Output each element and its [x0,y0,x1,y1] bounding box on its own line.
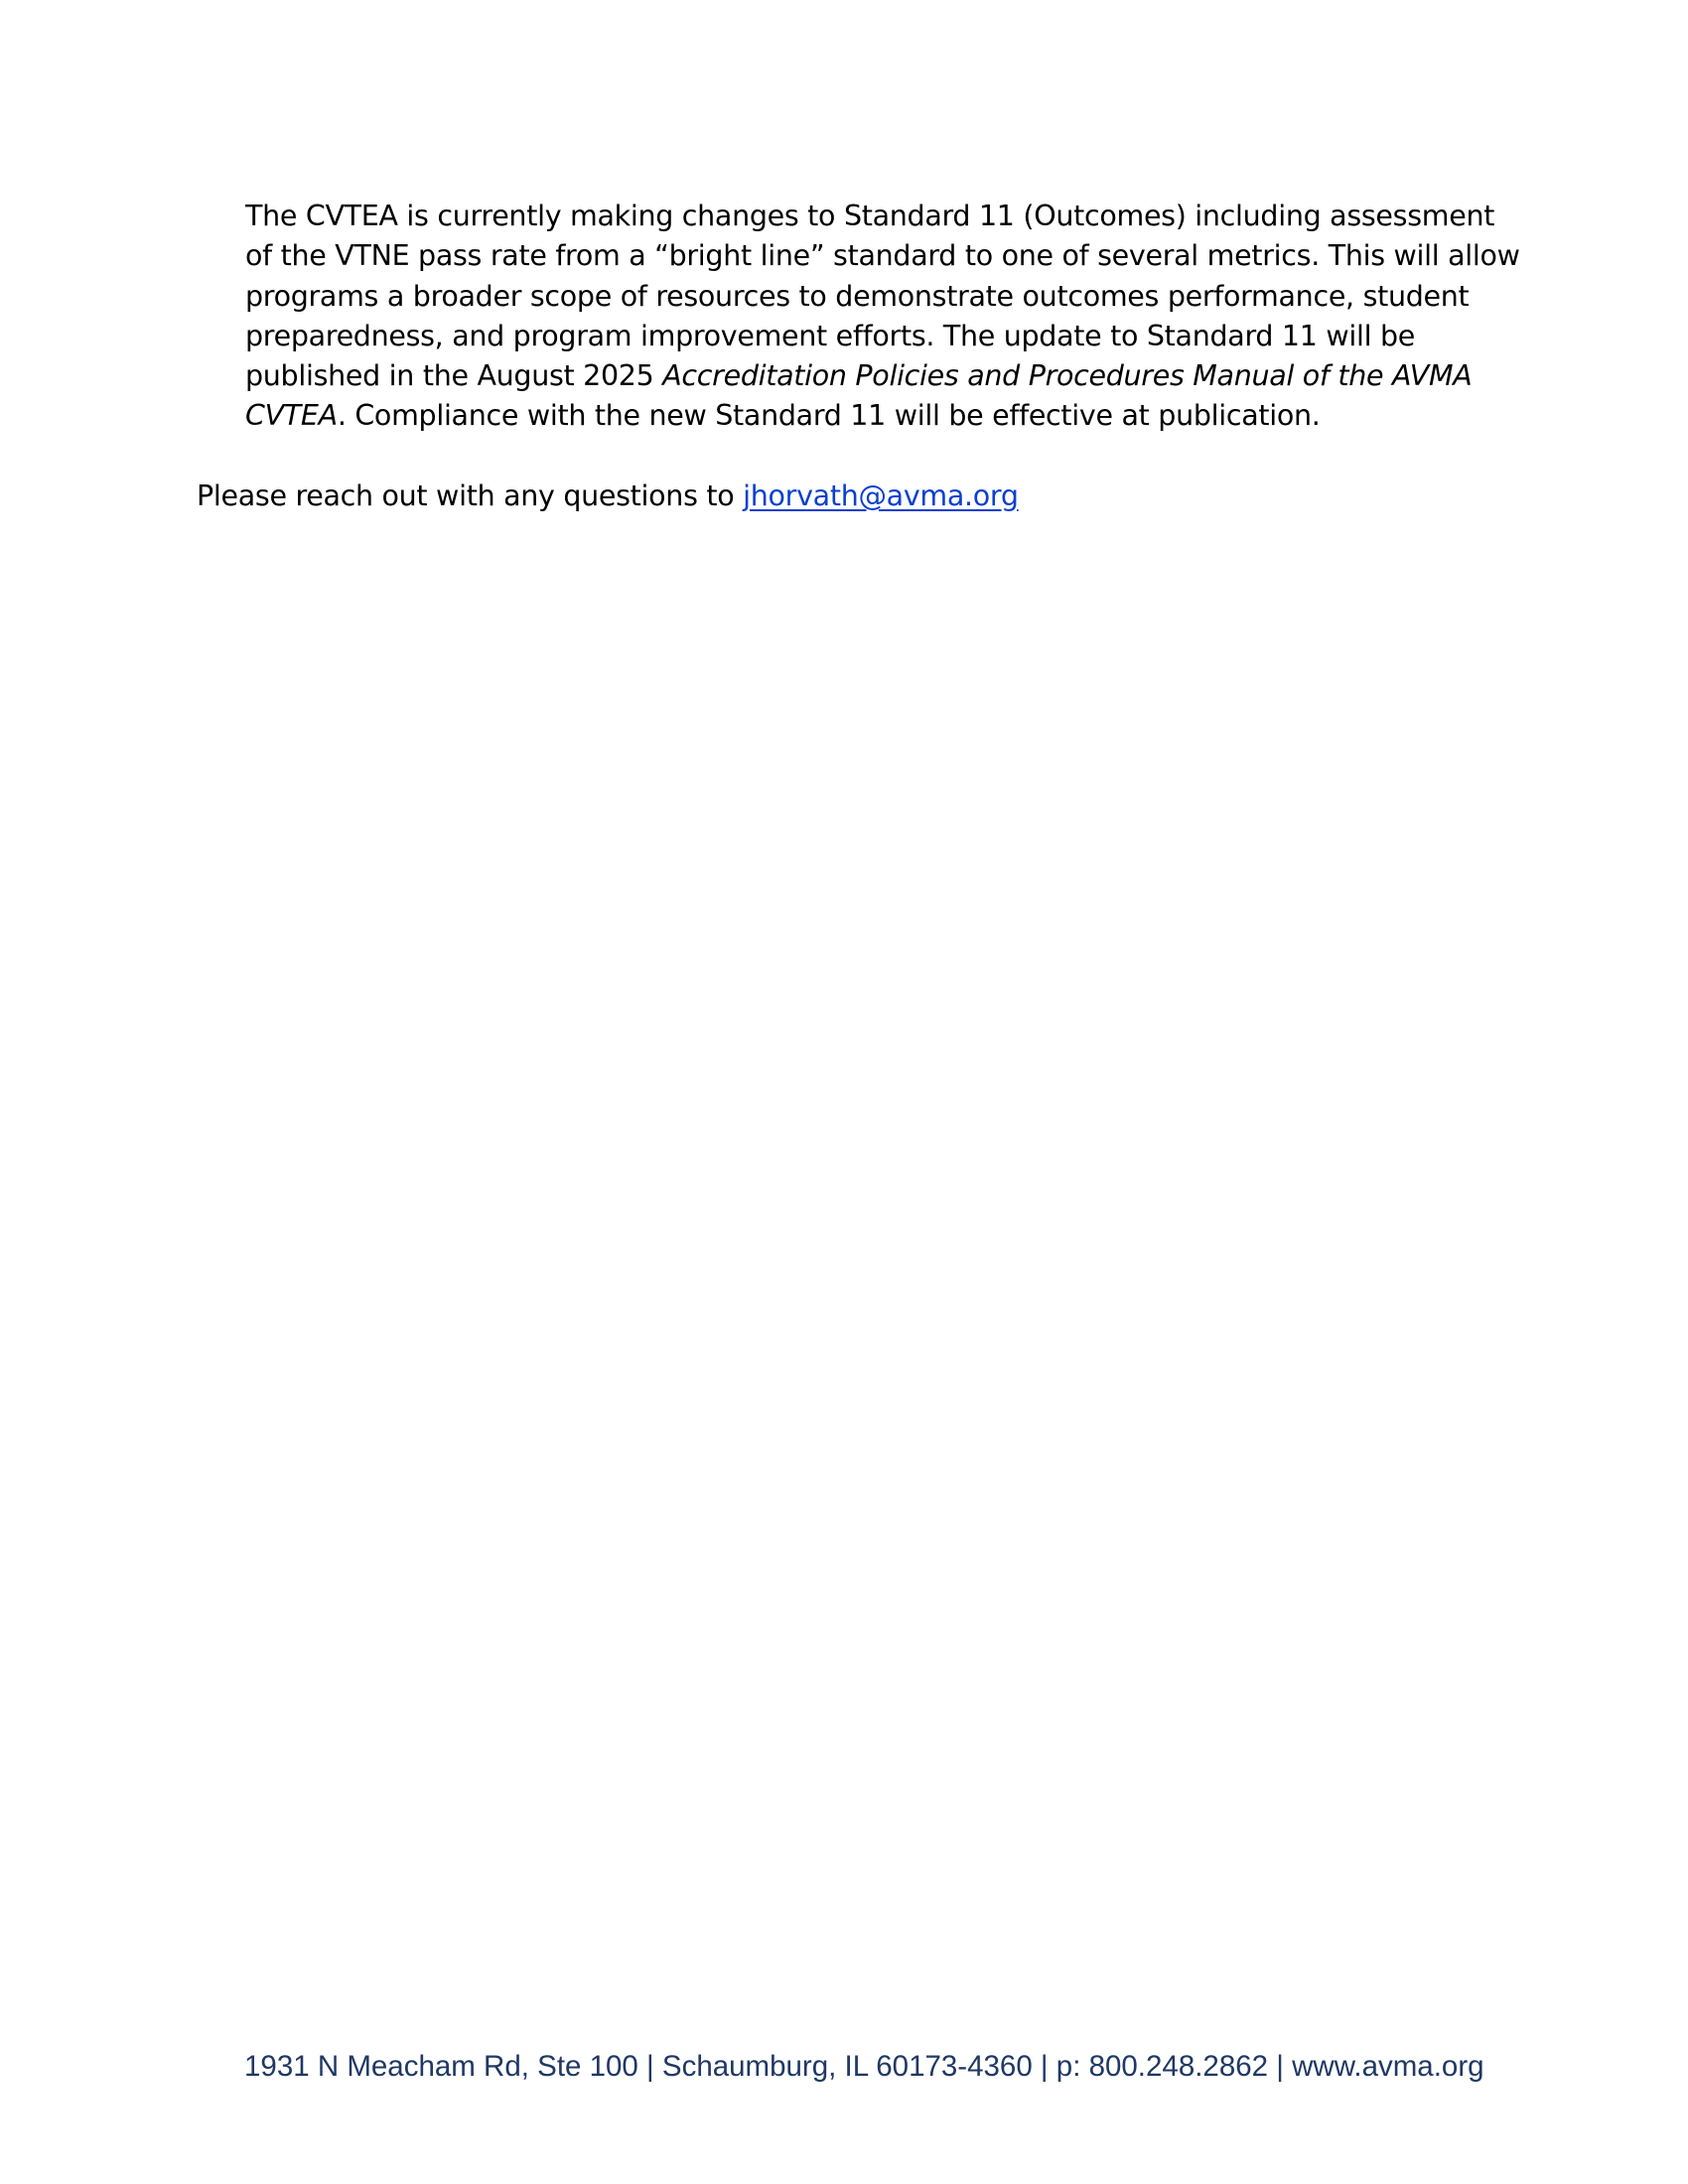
footer-address: 1931 N Meacham Rd, Ste 100 | Schaumburg, IL 60173-4360 | p: 800.248.2862 | www.avma.org [244,2050,1484,2083]
paragraph-text-part2: . Compliance with the new Standard 11 will be effective at publication. [337,399,1321,433]
paragraph-text-part1: The CVTEA is currently making changes to Standard 11 (Outcomes) including assessment of the VTNE pass rate from a “bright line” standard to one of several metrics. This will allow programs a broader scope of resources to demonstrate outcomes performance, student preparedness, and program improvement efforts. The update to Standard 11 will be published in the August 2025 [245,200,1520,393]
contact-line [197,477,1487,516]
email-link[interactable]: jhorvath@avma.org [743,479,1019,512]
contact-text: Please reach out with any questions to [197,479,744,512]
standard-11-paragraph [245,197,1526,437]
manual-title-italic: Accreditation Policies and Procedures Manual of the AVMA CVTEA [245,359,1473,433]
